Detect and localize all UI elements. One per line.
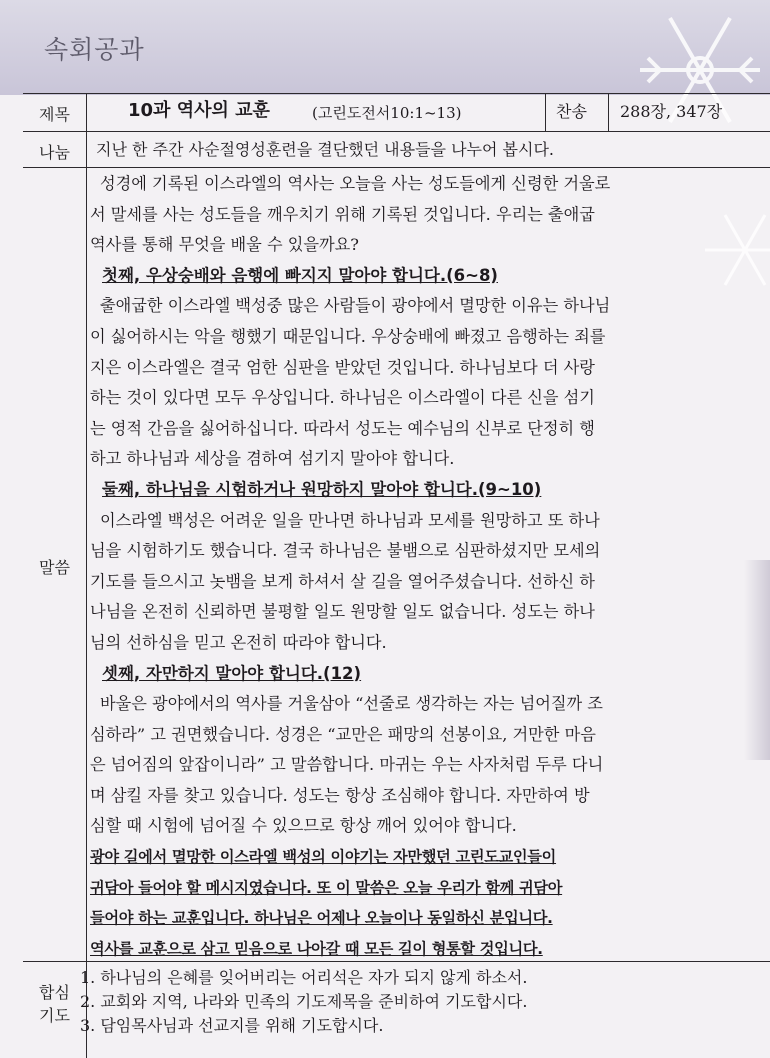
sharing-label: 나눔	[39, 143, 70, 162]
prayer-item: 1. 하나님의 은혜를 잊어버리는 어리석은 자가 되지 않게 하소서.	[80, 968, 528, 987]
paragraph-line: 이 싫어하시는 악을 행했기 때문입니다. 우상숭배에 빠졌고 음행하는 죄를	[90, 326, 606, 346]
point1-heading: 첫째, 우상숭배와 음행에 빠지지 말아야 합니다.(6~8)	[102, 265, 498, 285]
column-divider	[86, 93, 87, 1058]
paragraph-line: 님의 선하심을 믿고 온전히 따라야 합니다.	[90, 632, 387, 652]
table-border	[23, 131, 770, 132]
prayer-label	[23, 980, 86, 1026]
paragraph-line: 하고 하나님과 세상을 겸하여 섬기지 말아야 합니다.	[90, 449, 455, 469]
paragraph-line: 이스라엘 백성은 어려운 일을 만나면 하나님과 모세를 원망하고 또 하나	[100, 510, 600, 530]
paragraph-line: 며 삼킬 자를 찾고 있습니다. 성도는 항상 조심해야 합니다. 자만하여 방	[90, 785, 590, 805]
conclusion-line: 귀담아 들어야 할 메시지였습니다. 또 이 말씀은 오늘 우리가 함께 귀담아	[90, 878, 563, 897]
title-label: 제목	[39, 105, 70, 124]
paragraph-line: 서 말세를 사는 성도들을 깨우치기 위해 기록된 것입니다. 우리는 출애굽	[90, 204, 595, 224]
prayer-item: 2. 교회와 지역, 나라와 민족의 기도제목을 준비하여 기도합시다.	[80, 992, 528, 1011]
prayer-list	[80, 966, 527, 1038]
prayer-item: 3. 담임목사님과 선교지를 위해 기도합시다.	[80, 1016, 384, 1035]
paragraph-line: 기도를 들으시고 놋뱀을 보게 하셔서 살 길을 열어주셨습니다. 선하신 하	[90, 571, 595, 591]
paragraph-line: 심할 때 시험에 넘어질 수 있으므로 항상 깨어 있어야 합니다.	[90, 816, 517, 836]
point2-heading: 둘째, 하나님을 시험하거나 원망하지 말아야 합니다.(9~10)	[102, 479, 542, 499]
paragraph-line: 는 영적 간음을 싫어하십니다. 따라서 성도는 예수님의 신부로 단정히 행	[90, 418, 595, 438]
prayer-label-line: 합심	[39, 983, 70, 1002]
page-title: 속회공과	[44, 35, 145, 64]
hymn-label: 찬송	[556, 102, 587, 121]
sermon-body	[90, 169, 750, 964]
paragraph-line: 하는 것이 있다면 모두 우상입니다. 하나님은 이스라엘이 다른 신을 섬기	[90, 388, 595, 408]
paragraph-line: 출애굽한 이스라엘 백성중 많은 사람들이 광야에서 멸망한 이유는 하나님	[100, 296, 611, 316]
table-border	[23, 93, 770, 94]
paragraph-line: 나님을 온전히 신뢰하면 불평할 일도 원망할 일도 없습니다. 성도는 하나	[90, 602, 595, 622]
point3-heading: 셋째, 자만하지 말아야 합니다.(12)	[102, 663, 362, 683]
lesson-title: 10과 역사의 교훈	[128, 100, 270, 121]
paragraph-line: 성경에 기록된 이스라엘의 역사는 오늘을 사는 성도들에게 신령한 거울로	[100, 174, 611, 193]
conclusion-line: 들어야 하는 교훈입니다. 하나님은 어제나 오늘이나 동일하신 분입니다.	[90, 909, 553, 928]
column-divider	[545, 93, 546, 131]
word-label: 말씀	[39, 558, 70, 577]
hymn-numbers: 288장, 347장	[620, 102, 723, 121]
paragraph-line: 역사를 통해 무엇을 배울 수 있을까요?	[90, 235, 359, 255]
conclusion-line: 역사를 교훈으로 삼고 믿음으로 나아갈 때 모든 길이 형통할 것입니다.	[90, 939, 543, 958]
column-divider	[608, 93, 609, 131]
scripture-reference: (고린도전서10:1~13)	[312, 104, 462, 122]
paragraph-line: 지은 이스라엘은 결국 엄한 심판을 받았던 것입니다. 하나님보다 더 사랑	[90, 357, 595, 377]
prayer-label-line: 기도	[39, 1006, 70, 1025]
conclusion-line: 광야 길에서 멸망한 이스라엘 백성의 이야기는 자만했던 고린도교인들이	[90, 848, 557, 867]
paragraph-line: 은 넘어짐의 앞잡이니라” 고 말씀합니다. 마귀는 우는 사자처럼 두루 다니	[90, 755, 604, 775]
table-border	[23, 167, 770, 168]
paragraph-line: 바울은 광야에서의 역사를 거울삼아 “선줄로 생각하는 자는 넘어질까 조	[100, 694, 603, 714]
sharing-text: 지난 한 주간 사순절영성훈련을 결단했던 내용들을 나누어 봅시다.	[96, 140, 555, 159]
paragraph-line: 심하라” 고 권면했습니다. 성경은 “교만은 패망의 선봉이요, 거만한 마음	[90, 724, 596, 744]
paragraph-line: 님을 시험하기도 했습니다. 결국 하나님은 불뱀으로 심판하셨지만 모세의	[90, 541, 601, 561]
